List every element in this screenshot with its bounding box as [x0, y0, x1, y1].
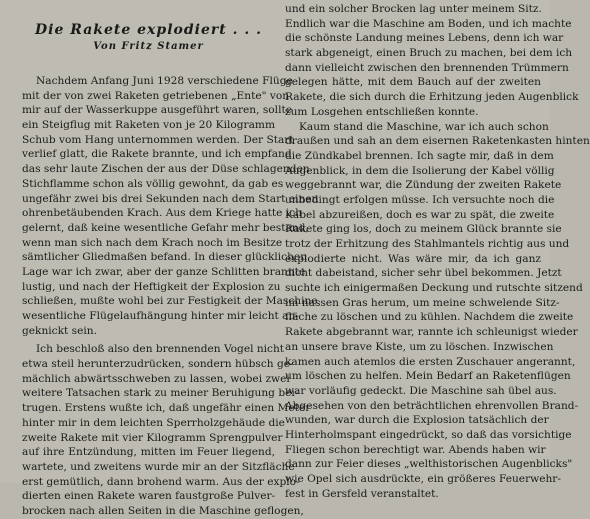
text-line: das sehr laute Zischen der aus der Düse schlagenden: [22, 163, 310, 176]
text-line: Schub vom Hang unternommen werden. Der Start: [22, 133, 294, 146]
text-line: unbedingt erfolgen müsse. Ich versuchte noch die: [285, 193, 555, 206]
text-line: explodierte nicht. Was wäre mir, da ich ganz: [285, 252, 541, 265]
article-byline: Von Fritz Stamer: [93, 41, 204, 52]
text-line: weggebrannt war, die Zündung der zweiten Rakete: [285, 179, 562, 192]
text-line: Rakete abgebrannt war, rannte ich schleunigst wieder: [285, 326, 578, 339]
article-title: Die Rakete explodiert . . .: [35, 22, 262, 38]
text-line: ein Steigflug mit Raketen von je 20 Kilogramm: [22, 119, 275, 132]
text-line: und ein solcher Brocken lag unter meinem Sitz.: [285, 3, 542, 15]
text-line: Augenblick, in dem die Isolierung der Kabel völlig: [285, 164, 555, 177]
text-line: suchte ich einigermaßen Deckung und rutschte sitzend: [285, 282, 583, 295]
text-line: Rakete ging los, doch zu meinem Glück brannte sie: [285, 223, 562, 236]
text-line: ungefähr zwei bis drei Sekunden nach dem Start einen: [22, 192, 319, 205]
text-line: die schönste Landung meines Lebens, denn ich war: [285, 32, 564, 45]
left-column: [22, 12, 319, 519]
text-line: Lage war ich zwar, aber der ganze Schlitten brannte: [22, 265, 306, 278]
text-line: wunden, war durch die Explosion tatsächlich der: [285, 414, 549, 427]
text-line: fläche zu löschen und zu kühlen. Nachdem die zweite: [285, 311, 574, 324]
text-line: stark abgeneigt, einen Bruch zu machen, bei dem ich: [285, 47, 573, 60]
text-line: um löschen zu helfen. Mein Bedarf an Raketenflügen: [285, 370, 571, 383]
right-column: [285, 2, 590, 501]
text-line: mächlich abwärtsschweben zu lassen, wobei zwei: [22, 372, 290, 385]
text-line: erst gemütlich, dann brohend warm. Aus der explo-: [22, 475, 300, 488]
text-line: hinter mir in dem leichten Sperrholzgehäude die: [22, 416, 285, 429]
text-line: trugen. Erstens wußte ich, daß ungefähr einen Meter: [22, 402, 311, 415]
text-line: verlief glatt, die Rakete brannte, und ich empfand: [22, 148, 292, 161]
text-line: brocken nach allen Seiten in die Maschine geflogen,: [22, 504, 304, 517]
text-line: mir auf der Wasserkuppe ausgeführt waren, sollte: [22, 104, 292, 117]
text-line: dann vielleicht zwischen den brennenden Trümmern: [285, 61, 569, 74]
text-line: draußen und sah an dem eisernen Raketenkasten hinten: [285, 135, 590, 148]
text-line: Endlich war die Maschine am Boden, und ich machte: [285, 17, 572, 30]
text-line: sämtlicher Gliedmaßen befand. In dieser glücklichen: [22, 251, 308, 264]
text-line: Kaum stand die Maschine, war ich auch schon: [299, 120, 549, 133]
text-line: ohrenbetäubenden Krach. Aus dem Kriege hatte ich: [22, 207, 302, 220]
text-line: zum Losgehen entschließen konnte.: [285, 105, 479, 118]
text-line: an unsere brave Kiste, um zu löschen. Inzwischen: [285, 340, 554, 353]
text-line: war vorläufig gedeckt. Die Maschine sah übel aus.: [285, 384, 557, 397]
text-line: mit der von zwei Raketen getriebenen „Ente" von: [22, 89, 290, 102]
text-line: lustig, und nach der Heftigkeit der Explosion zu: [22, 280, 281, 293]
text-line: dierten einen Rakete waren faustgroße Pulver-: [22, 490, 276, 503]
text-line: wenn man sich nach dem Krach noch im Besitze: [22, 236, 283, 249]
text-line: fest in Gersfeld veranstaltet.: [285, 487, 439, 500]
text-line: kamen auch atemlos die ersten Zuschauer angerannt,: [285, 355, 576, 368]
text-line: gelernt, daß keine wesentliche Gefahr mehr bestand,: [22, 221, 309, 234]
text-line: im nassen Gras herum, um meine schwelende Sitz-: [285, 296, 560, 309]
text-line: gelegen hätte, mit dem Bauch auf der zweiten: [285, 76, 541, 89]
text-line: Stichflamme schon als völlig gewohnt, da gab es: [22, 177, 284, 190]
right-paragraph-1: [285, 2, 579, 120]
text-line: Nachdem Anfang Juni 1928 verschiedene Flüge: [36, 75, 293, 87]
right-paragraph-2: [285, 120, 590, 502]
text-line: Kabel abzureißen, doch es war zu spät, die zweite: [285, 208, 555, 221]
text-line: etwa steil herunterzudrücken, sondern hübsch ge-: [22, 358, 294, 371]
text-line: Hinterholmspant eingedrückt, so daß das vorsichtige: [285, 428, 572, 441]
text-line: zweite Rakete mit vier Kilogramm Sprengpulver: [22, 431, 283, 444]
text-line: Rakete, die sich durch die Erhitzung jeden Augenblick: [285, 91, 579, 104]
left-paragraph-1: [22, 74, 319, 338]
left-paragraph-2: [22, 342, 311, 518]
text-line: wie Opel sich ausdrückte, ein größeres Feuerwehr-: [285, 473, 561, 485]
text-line: auf ihre Entzündung, mitten im Feuer liegend,: [22, 446, 275, 459]
text-line: Fliegen schon berechtigt war. Abends haben wir: [285, 443, 546, 456]
text-line: Ich beschloß also den brennenden Vogel nicht: [36, 343, 285, 356]
text-line: die Zündkabel brennen. Ich sagte mir, daß in dem: [285, 149, 554, 162]
text-line: geknickt sein.: [22, 324, 97, 337]
text-line: schließen, mußte wohl bei zur Festigkeit der Maschine: [22, 295, 318, 308]
text-line: dann zur Feier dieses „welthistorischen Augenblicks": [285, 458, 573, 471]
text-line: weitere Tatsachen stark zu meiner Beruhigung bei-: [22, 387, 299, 400]
text-line: wartete, und zweitens wurde mir an der Sitzfläche: [22, 460, 295, 473]
text-line: trotz der Erhitzung des Stahlmantels richtig aus und: [285, 238, 570, 250]
text-line: dicht dabeistand, sicher sehr übel bekommen. Jetzt: [285, 267, 562, 280]
text-line: Abgesehen von den beträchtlichen ehrenvollen Brand-: [285, 399, 579, 412]
text-line: wesentliche Flügelaufhängung hinter mir leicht an-: [22, 310, 299, 322]
